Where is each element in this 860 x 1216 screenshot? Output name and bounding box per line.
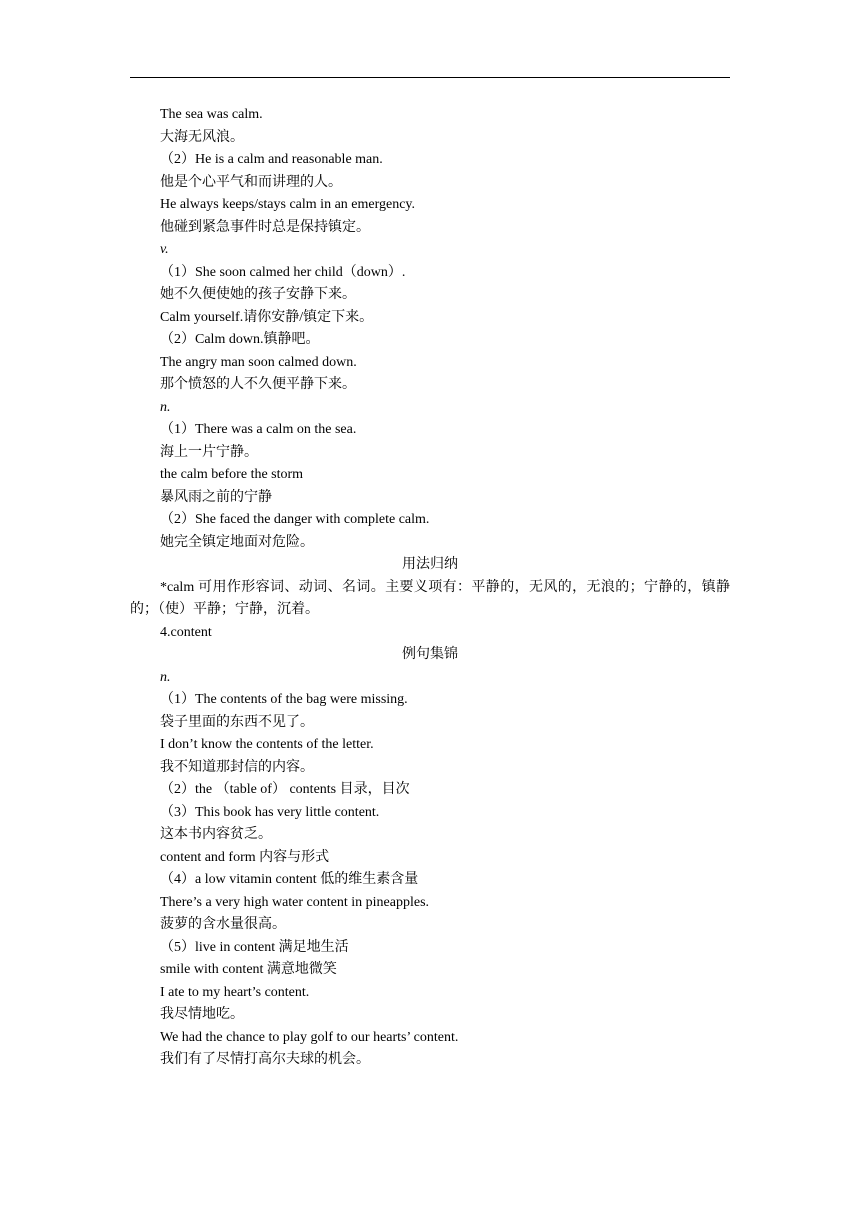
example-sentence: （4）a low vitamin content 低的维生素含量	[160, 872, 419, 887]
header-rule	[130, 77, 730, 78]
part-of-speech-label: n.	[160, 399, 171, 415]
part-of-speech-label: n.	[160, 669, 171, 685]
example-sentence: （1）The contents of the bag were missing.	[160, 692, 408, 707]
translation: 那个愤怒的人不久便平静下来。	[160, 377, 356, 392]
example-sentence: （3）This book has very little content.	[160, 804, 380, 820]
example-sentence: （2）She faced the danger with complete calm.	[160, 512, 430, 527]
example-sentence: （5）live in content 满足地生活	[160, 939, 349, 955]
translation: 我们有了尽情打高尔夫球的机会。	[160, 1052, 370, 1067]
example-sentence: The angry man soon calmed down.	[160, 354, 357, 370]
translation: 菠萝的含水量很高。	[160, 917, 286, 932]
entry-heading: 4.content	[160, 624, 212, 640]
example-sentence: We had the chance to play golf to our hearts’ content.	[160, 1029, 459, 1045]
translation: 海上一片宁静。	[160, 444, 258, 460]
example-sentence: （1）There was a calm on the sea.	[160, 422, 357, 437]
translation: 他是个心平气和而讲理的人。	[160, 174, 342, 190]
example-sentence: The sea was calm.	[160, 107, 263, 122]
translation: 这本书内容贫乏。	[160, 827, 272, 842]
translation: 他碰到紧急事件时总是保持镇定。	[160, 219, 370, 235]
translation: 我尽情地吃。	[160, 1007, 244, 1022]
translation: 暴风雨之前的宁静	[160, 489, 272, 505]
example-sentence: （2）the （table of） contents 目录，目次	[160, 782, 410, 797]
example-sentence: There’s a very high water content in pineapples.	[160, 894, 430, 910]
translation: 我不知道那封信的内容。	[160, 759, 314, 775]
example-sentence: （2）Calm down.镇静吧。	[160, 332, 320, 347]
translation: 大海无风浪。	[160, 129, 244, 145]
translation: 她不久便使她的孩子安静下来。	[160, 287, 356, 302]
usage-summary: *calm 可用作形容词、动词、名词。主要义项有：平静的，无风的，无浪的；宁静的，镇静的；（使）平静；宁静，沉着。	[130, 579, 730, 617]
example-sentence: I don’t know the contents of the letter.	[160, 737, 374, 752]
example-sentence: content and form 内容与形式	[160, 849, 330, 865]
document-body	[130, 104, 730, 1072]
example-sentence: I ate to my heart’s content.	[160, 984, 310, 1000]
example-sentence: He always keeps/stays calm in an emergency.	[160, 197, 416, 212]
translation: 她完全镇定地面对危险。	[160, 534, 314, 550]
example-sentence: the calm before the storm	[160, 467, 304, 482]
example-sentence: （1）She soon calmed her child（down）.	[160, 264, 406, 280]
example-sentence: （2）He is a calm and reasonable man.	[160, 152, 383, 167]
example-sentence: Calm yourself.请你安静/镇定下来。	[160, 309, 374, 325]
section-heading-usage: 用法归纳	[402, 557, 458, 572]
section-heading-examples: 例句集锦	[402, 647, 458, 662]
part-of-speech-label: v.	[160, 242, 169, 257]
translation: 袋子里面的东西不见了。	[160, 714, 314, 730]
example-sentence: smile with content 满意地微笑	[160, 962, 337, 977]
